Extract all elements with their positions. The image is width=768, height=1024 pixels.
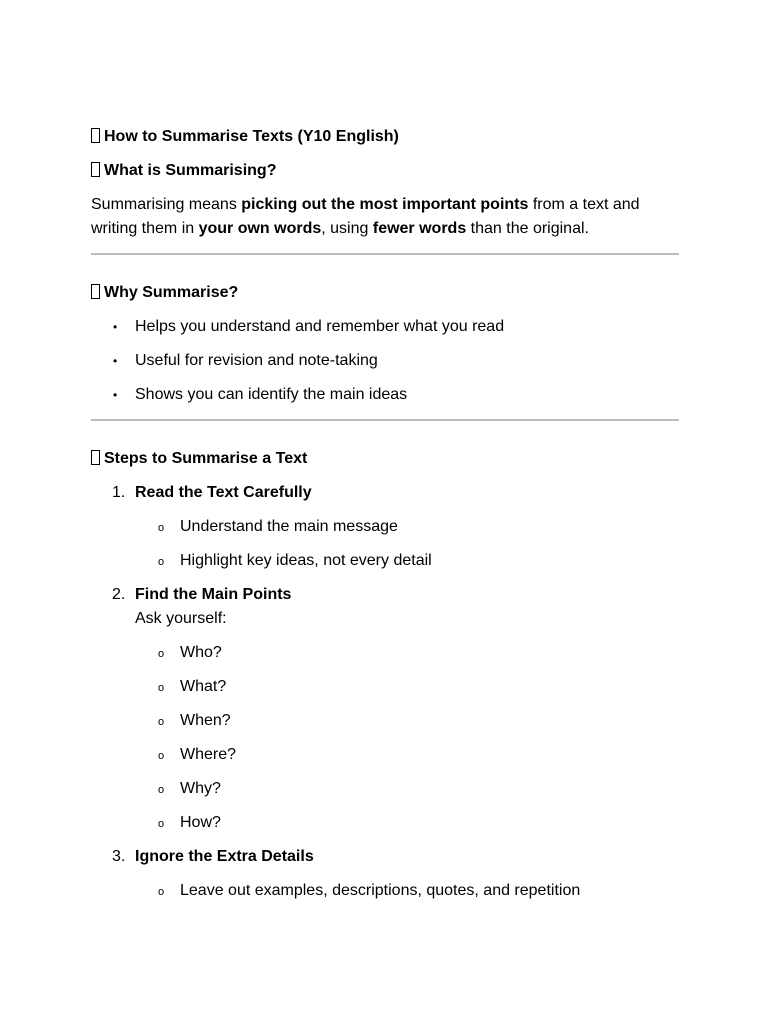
step-number: 3. [112, 848, 126, 865]
text-run: , using [321, 220, 373, 237]
why-list [91, 315, 679, 407]
sub-list-item [135, 709, 679, 733]
step-title: Find the Main Points [135, 586, 292, 603]
step-title: Read the Text Carefully [135, 484, 312, 501]
horizontal-rule [91, 253, 679, 255]
sub-list-item-text: Why? [180, 780, 221, 797]
text-run: from a text and writing them in [91, 196, 640, 237]
missing-emoji-icon [91, 450, 100, 465]
sub-list-item [135, 879, 679, 903]
sub-list-item-text: Understand the main message [180, 518, 398, 535]
list-item [91, 383, 679, 407]
steps-list [91, 481, 679, 903]
list-item-text: Useful for revision and note-taking [135, 352, 378, 369]
missing-emoji-icon [91, 284, 100, 299]
horizontal-rule [91, 419, 679, 421]
section-heading-text: What is Summarising? [104, 162, 277, 179]
sub-list-item-text: What? [180, 678, 227, 695]
list-item-text: Helps you understand and remember what you read [135, 318, 505, 335]
missing-emoji-icon [91, 162, 100, 177]
sub-list-item-text: Where? [180, 746, 237, 763]
sub-list-item-text: Highlight key ideas, not every detail [180, 552, 432, 569]
document-title-text: How to Summarise Texts (Y10 English) [104, 128, 399, 145]
sub-list-item-text: Who? [180, 644, 222, 661]
circle-bullet-icon: o [158, 886, 165, 898]
document-body [91, 125, 679, 913]
circle-bullet-icon: o [158, 556, 165, 568]
sub-list-item [135, 549, 679, 573]
bold-text-run: picking out the most important points [241, 196, 529, 213]
circle-bullet-icon: o [158, 522, 165, 534]
sub-list-item [135, 641, 679, 665]
sub-list-item [135, 675, 679, 699]
sub-list-item [135, 515, 679, 539]
bold-text-run: your own words [198, 220, 322, 237]
bullet-icon: • [113, 354, 118, 368]
step-note: Ask yourself: [135, 610, 227, 627]
text-run: than the original. [466, 220, 589, 237]
section-heading-why [91, 281, 679, 305]
bold-text-run: fewer words [372, 220, 467, 237]
circle-bullet-icon: o [158, 784, 165, 796]
step-sublist [135, 879, 679, 903]
section-heading-text: Steps to Summarise a Text [104, 450, 308, 467]
circle-bullet-icon: o [158, 818, 165, 830]
missing-emoji-icon [91, 128, 100, 143]
list-item [91, 349, 679, 373]
circle-bullet-icon: o [158, 648, 165, 660]
bullet-icon: • [113, 320, 118, 334]
sub-list-item [135, 777, 679, 801]
step-item [91, 845, 679, 903]
sub-list-item-text: Leave out examples, descriptions, quotes, and repetition [180, 882, 581, 899]
definition-paragraph [91, 193, 679, 241]
step-sublist [135, 641, 679, 835]
sub-list-item [135, 743, 679, 767]
step-title: Ignore the Extra Details [135, 848, 314, 865]
text-run: Summarising means [91, 196, 242, 213]
step-item [91, 481, 679, 573]
list-item [91, 315, 679, 339]
document-title [91, 125, 679, 149]
step-number: 2. [112, 586, 126, 603]
section-heading-text: Why Summarise? [104, 284, 239, 301]
sub-list-item-text: How? [180, 814, 221, 831]
circle-bullet-icon: o [158, 716, 165, 728]
section-heading-what [91, 159, 679, 183]
step-number: 1. [112, 484, 126, 501]
step-sublist [135, 515, 679, 573]
sub-list-item-text: When? [180, 712, 231, 729]
step-item [91, 583, 679, 835]
circle-bullet-icon: o [158, 750, 165, 762]
bullet-icon: • [113, 388, 118, 402]
sub-list-item [135, 811, 679, 835]
circle-bullet-icon: o [158, 682, 165, 694]
list-item-text: Shows you can identify the main ideas [135, 386, 408, 403]
section-heading-steps [91, 447, 679, 471]
